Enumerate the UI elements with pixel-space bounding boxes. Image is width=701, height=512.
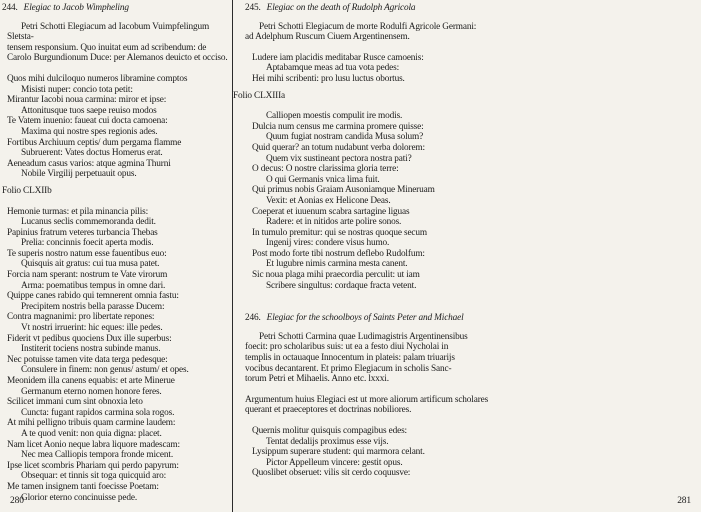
verse-line: Mirantur Iacobi noua carmina: miror et ipse: bbox=[7, 95, 167, 106]
verse-line: Quos mihi dulciloquo numeros libramine comptos bbox=[7, 73, 188, 84]
prose-line: Petri Schotti Carmina quae Ludimagistris Argentinensibus bbox=[259, 331, 468, 342]
verse-line: Ingenij vires: condere visus humo. bbox=[266, 238, 390, 249]
verse-line: Arma: poematibus tempus in omne dari. bbox=[21, 280, 166, 291]
verse-line: Obsequar: et tinnis sit toga quicquid aro: bbox=[21, 471, 167, 482]
verse-line: Quid querar? an totum nudabunt verba dolorem: bbox=[252, 142, 425, 153]
page-right bbox=[233, 0, 701, 512]
verse-line: Misisti nuper: concio tota petit: bbox=[21, 84, 133, 95]
verse-block bbox=[7, 74, 231, 180]
section-heading bbox=[2, 3, 231, 14]
prose-line: Argumentum huius Elegiaci est ut more aliorum artificum scholares bbox=[245, 394, 489, 405]
verse-line: Ludere iam placidis meditabar Rusce camoenis: bbox=[252, 52, 424, 63]
section-number: 244. bbox=[2, 3, 18, 13]
page-number-left: 280 bbox=[10, 496, 24, 507]
prose-paragraph bbox=[245, 395, 605, 416]
section-title: Elegiac for the schoolboys of Saints Peter and Michael bbox=[266, 313, 464, 324]
folio-marker: Folio CLXIIb bbox=[2, 185, 52, 196]
verse-line: Quoslibet obseruet: vilis sit cerdo coquusve: bbox=[252, 468, 411, 479]
verse-line: Hei mihi scribenti: pro lusu luctus obortus. bbox=[252, 73, 405, 84]
verse-line: Me tamen insignem tanti foecisse Poetam: bbox=[7, 481, 159, 492]
verse-line: Post modo forte tibi nostrum deflebo Rudolfum: bbox=[252, 248, 425, 259]
verse-line: Sic noua plaga mihi praecordia perculit: ut iam bbox=[252, 270, 420, 281]
verse-line: Nam licet Aonio neque labra liquore madescam: bbox=[7, 439, 180, 450]
verse-line: Ipse licet scombris Phariam qui perdo papyrum: bbox=[7, 460, 179, 471]
section-title: Elegiac on the death of Rudolph Agricola bbox=[266, 3, 416, 13]
prose-paragraph bbox=[7, 22, 230, 64]
prose-line: templis in octauaque Innocentum in plateis: palam triuarijs bbox=[245, 353, 455, 364]
folio-marker: Folio CLXIIIa bbox=[233, 90, 286, 101]
verse-line: Institerit tociens nostra subinde manus. bbox=[21, 344, 161, 355]
section-number: 246. bbox=[245, 313, 261, 324]
verse-line: Tentat dedalijs proximus esse vijs. bbox=[266, 436, 389, 447]
section-number: 245. bbox=[245, 3, 261, 13]
verse-line: Aptabamque meas ad tua vota pedes: bbox=[266, 63, 400, 74]
verse-line: Nec potuisse tamen vite data terga pedesque: bbox=[7, 354, 168, 365]
verse-line: Vexit: et Aonias ex Helicone Deas. bbox=[266, 195, 391, 206]
verse-line: Nec mea Calliopis tempora fronde micent. bbox=[21, 450, 173, 461]
verse-line: Te Vatem inuenio: faueat cui docta camoena: bbox=[7, 116, 168, 127]
verse-line: Calliopen moestis compulit ire modis. bbox=[266, 111, 403, 122]
verse-line: At mihi pelligno tribuis quam carmine laudem: bbox=[7, 418, 176, 429]
verse-line: Coeperat et iuuenum scabra sartagine liguas bbox=[252, 206, 410, 217]
verse-line: Lysippum superare student: qui marmora celant. bbox=[252, 447, 425, 458]
verse-line: Vt nostri irruerint: hic eques: ille pedes. bbox=[21, 323, 163, 334]
verse-line: Scribere singultus: cordaque fracta vetent. bbox=[266, 280, 417, 291]
prose-line: ad Adelphum Ruscum Ciuem Argentinensem. bbox=[245, 32, 410, 43]
verse-line: Fiderit vt pedibus quociens Dux ille superbus: bbox=[7, 333, 172, 344]
verse-line: Dulcia num census me carmina promere quisse: bbox=[252, 121, 424, 132]
prose-line: Carolo Burgundionum Duce: per Alemanos deuicto et occiso. bbox=[7, 53, 228, 64]
verse-line: Germanum eterno nomen honore feres. bbox=[21, 386, 162, 397]
verse-line: Qui primus nobis Graiam Ausoniamque Mineruam bbox=[252, 185, 435, 196]
verse-line: Prelia: concinnis foecit aperta modis. bbox=[21, 238, 154, 249]
verse-line: Precipitem nostris bella parasse Ducem: bbox=[21, 301, 165, 312]
verse-line: Subruerent: Vates doctus Homerus erat. bbox=[21, 148, 163, 159]
verse-block bbox=[252, 111, 693, 291]
verse-block bbox=[252, 53, 693, 85]
prose-line: querant et praeceptores et doctrinas nobiliores. bbox=[245, 405, 412, 416]
verse-line: Radere: et in nitidos arte polire sonos. bbox=[266, 217, 402, 228]
verse-line: O qui Germanis vnica lima fuit. bbox=[266, 174, 380, 185]
verse-line: A te quod venit: non quia digna: placet. bbox=[21, 428, 162, 439]
verse-line: Fortibus Archiuum ceptis/ dum pergama flamme bbox=[7, 137, 182, 148]
verse-block bbox=[252, 426, 693, 479]
verse-line: Quippe canes rabido qui temnerent omnia fastu: bbox=[7, 291, 179, 302]
verse-line: Pictor Appelleum vincere: gestit opus. bbox=[266, 457, 403, 468]
page-number-right: 281 bbox=[677, 496, 691, 507]
prose-paragraph bbox=[245, 22, 575, 43]
verse-line: Quem vix sustineant pectora nostra pati? bbox=[266, 153, 412, 164]
section-heading bbox=[245, 3, 693, 14]
verse-line: Et lugubre nimis carmina mesta canent. bbox=[266, 259, 408, 270]
verse-line: Quisquis ait gratus: cui tua musa patet. bbox=[21, 259, 160, 270]
section-heading bbox=[245, 313, 693, 324]
page-left bbox=[0, 0, 232, 512]
verse-line: In tumulo premitur: qui se nostras quoque secum bbox=[252, 227, 427, 238]
prose-line: Petri Schotti Elegiacum de morte Rodulfi Agricole Germani: bbox=[259, 21, 477, 32]
section-title: Elegiac to Jacob Wimpheling bbox=[23, 3, 129, 13]
prose-line: Petri Schotti Elegiacum ad Iacobum Vuimpfelingum Sletsta- bbox=[7, 21, 210, 43]
verse-line: Consulere in finem: non genus/ astum/ et opes. bbox=[21, 365, 189, 376]
verse-line: Maxima qui nostre spes regionis ades. bbox=[21, 126, 158, 137]
verse-line: Aeneadum casus varios: atque agmina Thurni bbox=[7, 158, 171, 169]
verse-line: Forcia nam sperant: nostrum te Vate virorum bbox=[7, 270, 168, 281]
prose-line: tensem responsium. Quo inuitat eum ad scribendum: de bbox=[7, 42, 207, 53]
verse-line: Quernis molitur quisquis compagibus edes: bbox=[252, 426, 407, 436]
verse-line: Hemonie turmas: et pila minancia pilis: bbox=[7, 206, 149, 217]
verse-line: Contra magnanimi: pro libertate repones: bbox=[7, 312, 155, 323]
verse-line: Nobile Virgilij perpetuauit opus. bbox=[21, 169, 137, 180]
verse-block bbox=[7, 207, 231, 504]
verse-line: Cuncta: fugant rapidos carmina sola rogos. bbox=[21, 407, 175, 418]
verse-line: Glorior eterno concinuisse pede. bbox=[21, 492, 138, 503]
verse-line: Papinius fratrum veteres turbancia Thebas bbox=[7, 227, 158, 238]
verse-line: Quum fugiat nostram candida Musa solum? bbox=[266, 132, 424, 143]
verse-line: O decus: O nostre clarissima gloria terre: bbox=[252, 164, 399, 175]
verse-line: Attonitusque tuos saepe reuiso modos bbox=[21, 105, 157, 116]
verse-line: Lucanus seclis commemoranda dedit. bbox=[21, 217, 156, 228]
prose-line: vocibus decantarent. Et primo Elegiacum in scholis Sanc- bbox=[245, 363, 452, 374]
verse-line: Scilicet immani cum sint obnoxia leto bbox=[7, 397, 143, 408]
verse-line: Te superis nostro natum esse fauentibus euo: bbox=[7, 248, 167, 259]
prose-line: torum Petri et Mihaelis. Anno etc. lxxxi. bbox=[245, 374, 389, 385]
prose-line: foecit: pro scholaribus suis: ut ea a festo diui Nycholai in bbox=[245, 342, 449, 353]
verse-line: Meonidem illa canens equabis: et arte Minerue bbox=[7, 376, 175, 386]
prose-paragraph bbox=[245, 332, 575, 385]
